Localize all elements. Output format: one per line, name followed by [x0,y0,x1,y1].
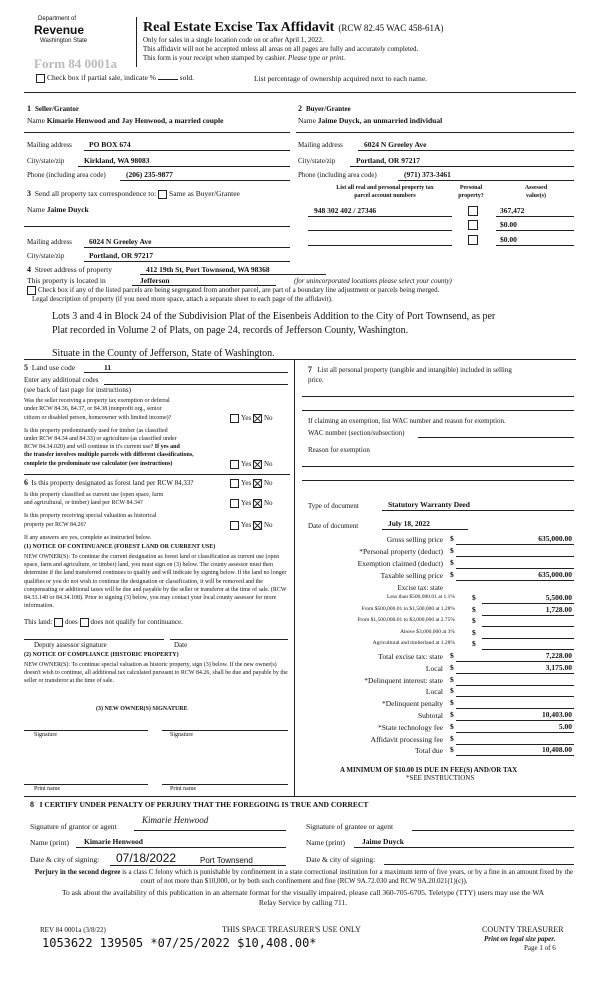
perjury-bold: Perjury in the second degree [34,868,121,876]
grantor-sign-city[interactable]: Port Townsend [200,856,253,865]
form-title-ref: (RCW 82.45 WAC 458-61A) [338,23,444,33]
same-as-buyer-checkbox[interactable] [158,190,167,199]
exemption-label: If claiming an exemption, list WAC number and reason for exemption. [308,417,506,425]
exemption-q-line3: citizen or disabled person, homeowner with limited income)? [24,415,172,421]
seller-city-label: City/state/zip [27,157,65,165]
bracket-row-2-label: From $1,500,000.01 to $3,000,000 at 2.75% [357,617,455,624]
assessed-header-2: value(s) [526,193,546,199]
total-row-0-currency: $ [450,651,454,660]
legal-line-1[interactable]: Lots 3 and 4 in Block 24 of the Subdivision Plat of the Eisenbeis Addition to the City of Port Townsend, as per [52,311,496,322]
bracket-row-3-underline [482,638,574,639]
land-use-code[interactable]: 11 [104,363,112,372]
total-row-6-value[interactable]: 5.00 [558,721,572,731]
header-line3: This form is your receipt when stamped by cashier. [143,54,287,62]
grantee-signature-label: Signature of grantee or agent [306,822,394,831]
grantee-date-city-label: Date & city of signing: [306,855,376,864]
seller-name-label: Name [27,116,45,125]
bracket-row-4-label: Agricultural and timberland at 1.28% [372,640,455,647]
seller-phone[interactable]: (206) 235-9877 [126,170,173,179]
historic-yes-label: Yes [241,521,252,530]
owner-signature-label-1: Signature [34,732,57,738]
street-label: Street address of property [34,265,113,274]
owner-print-label-1: Print name [34,786,61,792]
total-row-5-currency: $ [450,710,454,719]
forest-yes-checkbox[interactable] [230,479,239,488]
legal-paper-note: Print on legal size paper. [484,935,556,943]
located-label: This property is located in [27,276,106,285]
current-use-no-checkbox[interactable] [253,499,262,508]
partial-sale-checkbox[interactable] [36,74,45,83]
buyer-name[interactable]: Jaime Duyck, an unmarried individual [317,116,443,125]
buyer-city-label: City/state/zip [298,157,336,165]
total-row-7-label: Affidavit processing fee [370,734,443,744]
exemption-no-checkbox[interactable] [253,414,262,423]
timber-no-label: No [263,460,273,469]
header-line2: This affidavit will not be accepted unless all areas on all pages are fully and accurately completed. [143,45,419,53]
certify-statement: I CERTIFY UNDER PENALTY OF PERJURY THAT THE FOREGOING IS TRUE AND CORRECT [39,800,369,809]
correspondence-name[interactable]: Jaime Duyck [46,205,89,214]
current-use-yes-label: Yes [241,499,252,508]
bracket-row-2-underline [482,626,574,627]
tax-row-3-value[interactable]: 635,000.00 [538,570,572,579]
exemption-q-line1: Was the seller receiving a property tax exemption or deferral [24,398,170,404]
total-row-8-value[interactable]: 10,408.00 [542,745,572,755]
county-treasurer-label: COUNTY TREASURER [482,925,564,934]
exemption-yes-checkbox[interactable] [230,414,239,423]
form-number: Form 84 0001a [34,56,118,71]
total-row-6-label: *State technology fee [378,722,443,732]
bracket-row-3-currency: $ [472,627,476,637]
total-row-0-value[interactable]: 7,228.00 [545,651,572,660]
buyer-phone-label: Phone (including area code) [298,171,377,179]
timber-q-line3: RCW 84.34.020) and will continue in it's current use? [24,444,154,450]
current-use-q-line2: and agricultural, or timber) land per RCW 84.34? [24,500,143,506]
assessed-header-1: Assessed [524,185,548,191]
parcel-header-2: parcel account numbers [354,193,416,199]
this-land-label: This land: [24,618,53,627]
doc-date-label: Date of document [308,522,359,530]
parcel-row-1-number[interactable]: 948 302 402 / 27346 [314,206,377,215]
parcel-row-2-personal-checkbox[interactable] [468,220,478,230]
treasurer-stamp: 1053622 139505 *07/25/2022 $10,408.00* [42,936,317,950]
total-row-1-currency: $ [450,662,454,672]
timber-q-line4: the transfer involves multiple parcels with different classifications, [24,452,194,458]
partial-sale-sold: sold. [179,73,195,82]
notice-continuance-text: NEW OWNER(S): To continue the current designation as forest land or classification as current use (open space, farm and agriculture, or timber) land, you must sign on (3) below. The county assessor must then determine if the land transferred continues to qualify and will indicate by signing below. If the land no longer qualifies or you do not wish to continue the designation or classification, it will be removed and the compensating or additional taxes will be due and payable by the seller or transferor at the time of sale. (RCW 84.33.140 or 84.34.108). Prior to signing (3) below, you may contact your local county assessor for more information. [24,554,287,610]
section-3-num: 3 [27,189,31,198]
see-instructions-note: *SEE INSTRUCTIONS [406,774,475,782]
exemption-no-label: No [263,414,273,423]
total-row-8-underline [456,755,574,756]
buyer-mail-label: Mailing address [298,141,343,149]
total-row-3-underline [456,696,574,697]
total-row-7-currency: $ [450,733,454,743]
boundary-checkbox[interactable] [27,286,36,295]
owner-signature-label-2: Signature [170,732,193,738]
total-row-4-currency: $ [450,698,454,708]
personal-property-label-2: price. [308,376,324,384]
historic-q-line1: Is this property receiving special valuation as historical [24,513,157,519]
personal-header-1: Personal [459,185,483,191]
total-row-3-currency: $ [450,686,454,696]
partial-sale-percent[interactable] [158,79,178,80]
seller-name[interactable]: Kimarie Henwood and Jay Henwood, a married couple [46,116,224,125]
forest-question: Is this property designated as forest land per RCW 84.33? [31,479,194,487]
property-county[interactable]: Jefferson [140,276,170,285]
does-checkbox[interactable] [54,618,63,627]
grantor-print-label: Name (print) [30,838,69,847]
bracket-row-4-currency: $ [472,639,476,649]
parcel-row-3-personal-checkbox[interactable] [468,235,478,245]
timber-q-line3-bold: If yes and [154,444,180,450]
personal-property-label: List all personal property (tangible and intangible) included in selling [317,366,512,374]
tax-row-2-label: Exemption claimed (deduct) [357,559,443,568]
total-row-5-label: Subtotal [417,711,443,720]
form-title: Real Estate Excise Tax Affidavit [143,20,335,35]
bracket-row-0-value[interactable]: 5,500.00 [545,593,572,602]
header-line3b: Please type or print. [288,54,346,62]
additional-codes-label: Enter any additional codes [24,376,99,384]
tax-row-0-label: Gross selling price [386,535,443,544]
dept-line3: Washington State [40,38,88,44]
tax-row-0-underline [456,544,574,545]
land-use-label: Land use code [31,363,76,372]
personal-header-2: property? [458,193,484,199]
historic-no-label: No [263,521,273,530]
forest-no-label: No [263,479,273,488]
tax-row-3-label: Taxable selling price [380,571,443,580]
tax-row-0-currency: $ [450,534,454,543]
does-label: does [64,618,78,627]
doc-type[interactable]: Statutory Warranty Deed [388,500,470,509]
ownership-note: List percentage of ownership acquired next to each name. [254,74,428,83]
seller-phone-label: Phone (including area code) [27,171,106,179]
section-4-num: 4 [27,265,31,274]
bracket-row-3-label: Above $3,000,000 at 3% [400,628,455,635]
tax-row-1-currency: $ [450,546,454,555]
total-row-5-value[interactable]: 10,403.00 [542,710,572,719]
total-row-1-underline [456,673,574,674]
correspondence-city-label: City/state/zip [27,252,65,260]
grantor-signature-label: Signature of grantor or agent [30,822,117,831]
bracket-row-1-currency: $ [472,604,476,614]
total-row-1-label: Local [425,663,443,673]
boundary-label: Check box if any of the listed parcels are being segregated from another parcel, are part of a boundary line adjustment or parcels being merged. [38,286,440,295]
historic-yes-checkbox[interactable] [230,521,239,530]
current-use-q-line1: Is this property classified as current use (open space, farm [24,492,164,498]
tax-row-1-underline [456,556,574,557]
does-not-label: does not qualify for continuance. [90,618,183,627]
doc-type-label: Type of document [308,502,359,510]
total-row-8-currency: $ [450,745,454,755]
minimum-due-note: A MINIMUM OF $10.00 IS DUE IN FEE(S) AND/OR TAX [340,766,518,774]
deputy-date-label: Date [174,641,188,649]
parcel-header-1: List all real and personal property tax [336,185,434,191]
total-row-6-currency: $ [450,721,454,731]
total-row-6-underline [456,732,574,733]
seller-city[interactable]: Kirkland, WA 98083 [84,156,150,165]
buyer-heading: Buyer/Grantee [306,105,351,113]
bracket-row-1-value[interactable]: 1,728.00 [545,604,572,614]
bracket-row-0-currency: $ [472,593,476,602]
legal-label: Legal description of property (if you need more space, attach a separate sheet to each page of the affidavit). [32,295,333,303]
tax-row-0-value[interactable]: 635,000.00 [538,534,572,543]
total-row-8-label: Total due [414,746,443,756]
historic-q-line2: property per RCW 84.26? [24,522,87,528]
revision-number: REV 84 0001a (3/8/22) [40,926,106,934]
parcel-row-2-value[interactable]: $0.00 [500,220,517,229]
bracket-row-2-currency: $ [472,616,476,626]
total-row-2-underline [456,685,574,686]
new-owner-signature-title: (3) NEW OWNER(S) SIGNATURE [96,706,188,712]
timber-q-line5: complete the predominate use calculator (see instructions) [24,461,173,467]
exemption-yes-label: Yes [241,414,252,423]
section-8-num: 8 [30,800,34,809]
buyer-phone[interactable]: (971) 373-3461 [404,170,451,179]
grantor-signature[interactable]: Kimarie Henwood [142,815,209,825]
tax-row-3-currency: $ [450,570,454,579]
dept-logo-text: Revenue [34,23,85,37]
does-not-checkbox[interactable] [80,618,89,627]
treasurer-use-only: THIS SPACE TREASURER'S USE ONLY [222,925,361,934]
tax-row-1-label: *Personal property (deduct) [359,547,443,556]
owner-print-label-2: Print name [170,786,197,792]
deputy-signature-label: Deputy assessor signature [34,641,107,649]
current-use-no-label: No [263,499,273,508]
correspondence-name-label: Name [27,205,45,214]
total-row-1-value[interactable]: 3,175.00 [545,662,572,672]
bracket-row-1-underline [482,615,574,616]
grantor-sign-date[interactable]: 07/18/2022 [116,851,177,865]
timber-q-line1: Is this property predominantly used for timber (as classified [24,428,168,434]
grantor-date-city-label: Date & city of signing: [30,855,100,864]
reason-label: Reason for exemption [308,446,370,454]
alternate-format-note: To ask about the availability of this publication in an alternate format for the visually impaired, please call 360-705-6705. Teletype (TTY) users may use the WA Relay Service by calling 711. [61,888,545,907]
notice-continuance-title: (1) NOTICE OF CONTINUANCE (FOREST LAND OR CURRENT USE) [24,544,216,550]
parcel-row-1-value[interactable]: 367,472 [500,206,525,215]
notice-compliance-title: (2) NOTICE OF COMPLIANCE (HISTORIC PROPERTY) [24,652,179,658]
current-use-yes-checkbox[interactable] [230,499,239,508]
seller-mail-label: Mailing address [27,141,72,149]
grantee-print-name[interactable]: Jaime Duyck [362,837,404,846]
historic-no-checkbox[interactable] [253,521,262,530]
section-2-num: 2 [298,104,302,113]
see-back-label: (see back of last page for instructions) [24,386,131,394]
page-number: Page 1 of 6 [524,944,556,952]
any-yes-note: If any answers are yes, complete as instructed below. [24,535,152,541]
notice-compliance-text: NEW OWNER(S): To continue special valuation as historic property, sign (3) below. If the new owner(s) doesn't wish to continue, all additional tax calculated pursuant to RCW 84.26, shall be due and payable by the seller or transferor at the time of sale. [24,662,288,685]
timber-q-line2: under RCW 84.34 and 84.33) or agriculture (as classified under [24,436,177,442]
parcel-row-1-personal-checkbox[interactable] [468,206,478,216]
section-7-num: 7 [308,365,312,374]
grantee-print-label: Name (print) [306,838,345,847]
legal-line-3[interactable]: Situate in the County of Jefferson, State of Washington. [52,348,275,359]
timber-no-checkbox[interactable] [253,460,262,469]
perjury-text: is a class C felony which is punishable by confinement in a state correctional institution for a maximum term of five years, or by a fine in an amount fixed by the court of not more than $10,000, or by both such confinement and fine (RCW 9A.72.030 and RCW 9A.20.021(1)(c)). [122,868,574,885]
legal-line-2[interactable]: Plat recorded in Volume 2 of Plats, on page 24, records of Jefferson County, Washington. [52,325,409,336]
grantor-print-name[interactable]: Kimarie Henwood [84,837,143,846]
exemption-q-line2: under RCW 84.36, 84.37, or 84.38 (nonprofit org., senior [24,406,162,412]
parcel-row-3-value[interactable]: $0.00 [500,235,517,244]
buyer-city[interactable]: Portland, OR 97217 [356,156,420,165]
partial-sale-label: Check box if partial sale, indicate % [47,73,156,82]
header-line1: Only for sales in a single location code on or after April 1, 2022. [143,36,324,44]
dept-line1: Department of [38,16,77,22]
correspondence-mail-label: Mailing address [27,238,72,246]
buyer-mail[interactable]: 6024 N Greeley Ave [364,140,427,149]
correspondence-label: Send all property tax correspondence to: [34,189,157,198]
property-street[interactable]: 412 19th St, Port Townsend, WA 98368 [146,265,270,274]
section-6-num: 6 [24,478,28,487]
unincorporated-note: (for unincorporated locations please select your county) [294,277,452,285]
seller-mail[interactable]: PO BOX 674 [89,140,131,149]
forest-yes-label: Yes [241,479,252,488]
bracket-row-1-label: From $500,000.01 to $1,500,000 at 1.28% [361,605,455,612]
buyer-name-label: Name [298,116,316,125]
wac-label: WAC number (section/subsection) [308,429,405,437]
total-row-4-label: *Delinquent penalty [381,699,443,709]
tax-row-3-underline [456,580,574,581]
doc-date[interactable]: July 18, 2022 [388,519,430,528]
tax-row-2-underline [456,568,574,569]
timber-yes-checkbox[interactable] [230,460,239,469]
correspondence-mail[interactable]: 6024 N Greeley Ave [89,237,152,246]
same-as-buyer-label: Same as Buyer/Grantee [169,189,240,198]
timber-yes-label: Yes [241,460,252,469]
total-row-3-label: Local [425,687,443,697]
total-row-0-label: Total excise tax: state [378,652,443,661]
section-5-num: 5 [24,363,28,372]
excise-state-label: Excise tax: state [397,584,443,592]
correspondence-city[interactable]: Portland, OR 97217 [89,251,153,260]
bracket-row-0-label: Less than $500,000.01 at 1.1% [387,594,455,600]
seller-heading: Seller/Grantor [35,105,79,113]
total-row-2-currency: $ [450,674,454,684]
forest-no-checkbox[interactable] [253,479,262,488]
total-row-2-label: *Delinquent interest: state [364,675,443,685]
tax-row-2-currency: $ [450,558,454,567]
section-1-num: 1 [27,104,31,113]
